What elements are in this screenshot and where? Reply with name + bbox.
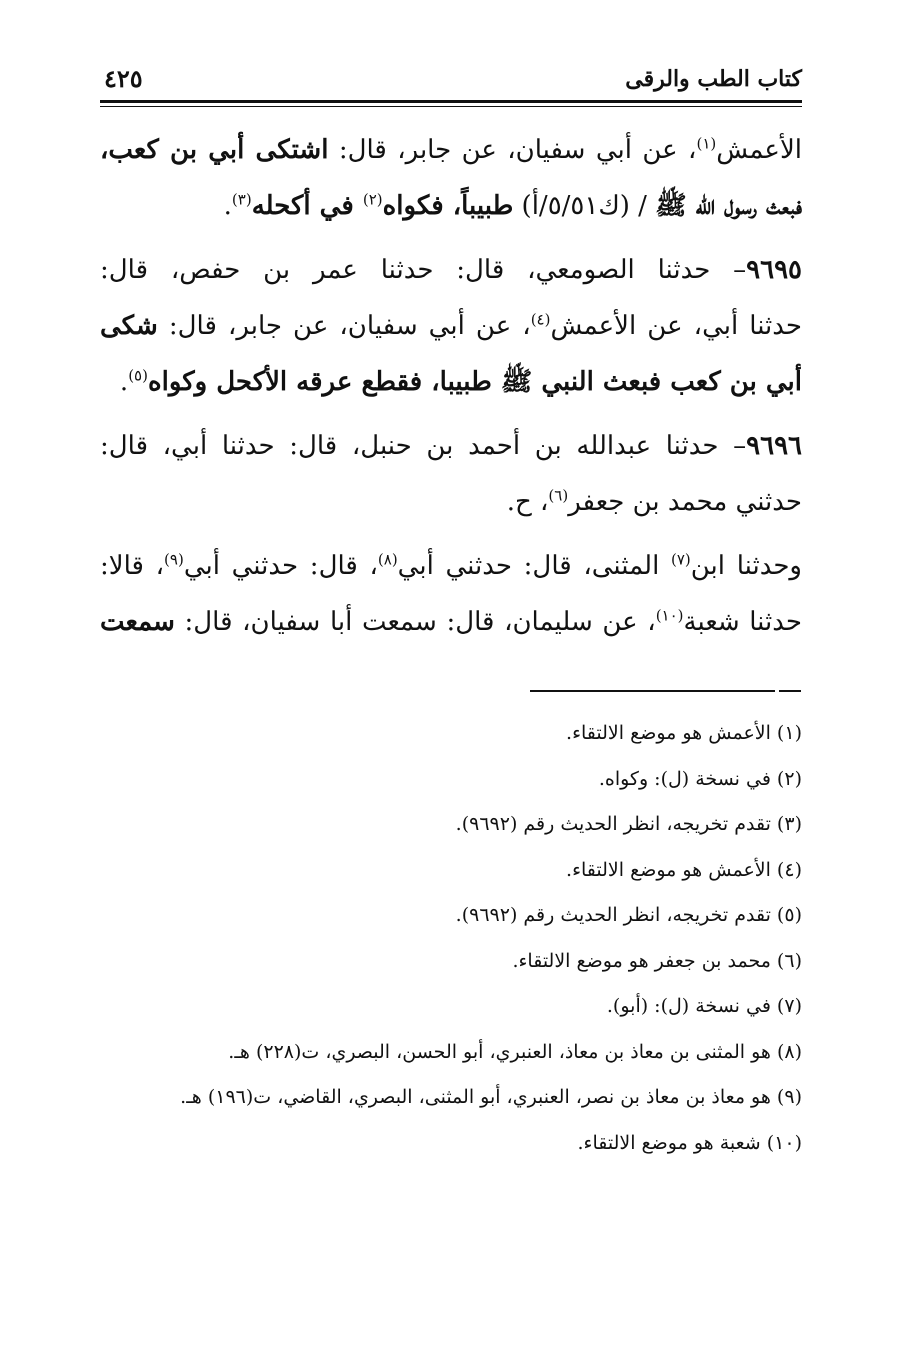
hadith-number: ٩٦٩٥ — [746, 255, 802, 285]
footnote-separator-short — [779, 690, 801, 692]
footnote: (٦) محمد بن جعفر هو موضع الالتقاء. — [512, 949, 802, 972]
hadith-line: ٩٦٩٦– حدثنا عبدالله بن أحمد بن حنبل، قال: حدثنا أبي، قال: — [100, 431, 802, 461]
footnote-ref: (٦) — [548, 486, 569, 505]
text-line: حدثنا أبي، عن الأعمش$^{(٤)}$، عن أبي سفيان، عن جابر، قال: شكى — [100, 310, 803, 341]
footnote-ref: (١) — [696, 134, 717, 153]
footnote-ref: (١٠) — [655, 606, 684, 625]
main-text — [100, 122, 802, 650]
footnote: (٧) في نسخة (ل): (أبو). — [606, 995, 802, 1017]
header-rule-thin — [100, 106, 802, 107]
footnote-ref: (٧) — [670, 550, 691, 569]
footnote: (١) الأعمش هو موضع الالتقاء. — [566, 722, 802, 744]
footnote: (٥) تقدم تخريجه، انظر الحديث رقم (٩٦٩٢). — [455, 904, 802, 926]
footnote: (٤) الأعمش هو موضع الالتقاء. — [566, 858, 802, 881]
footnote-ref: (٣) — [231, 190, 252, 209]
footnote-ref: (٢) — [362, 190, 383, 209]
hadith-number: ٩٦٩٦ — [746, 431, 802, 461]
footnote-ref: (٤) — [530, 310, 551, 329]
running-header — [100, 62, 802, 100]
page-number: ٤٢٥ — [104, 64, 143, 93]
text-line: وحدثنا ابن$^{(٧)}$ المثنى، قال: حدثني أبي$^{(٨)}$، قال: حدثني أبي$^{(٩)}$، قالا: — [100, 550, 802, 581]
text-line: فبعث رسول الله ﷺ / (ك٥/٥١/أ) طبيباً، فكواه$^{(٢)}$ في أكحله$^{(٣)}$. — [223, 190, 802, 221]
header-title: كتاب الطب والرقى — [625, 66, 802, 92]
text-line: الأعمش$^{(١)}$، عن أبي سفيان، عن جابر، قال: اشتكى أبي بن كعب، — [100, 134, 802, 165]
footnote-ref: (٨) — [377, 550, 398, 569]
hadith-line: ٩٦٩٥– حدثنا الصومعي، قال: حدثنا عمر بن حفص، قال: — [100, 255, 802, 285]
footnote-ref: (٩) — [164, 550, 184, 569]
footnote-separator — [530, 690, 775, 692]
footnote: (٣) تقدم تخريجه، انظر الحديث رقم (٩٦٩٢). — [455, 813, 802, 835]
footnotes — [100, 718, 802, 1173]
text-line: حدثنا شعبة$^{(١٠)}$، عن سليمان، قال: سمعت أبا سفيان، قال: سمعت — [100, 606, 802, 637]
text-line: حدثني محمد بن جعفر$^{(٦)}$، ح. — [506, 486, 802, 517]
text-line: أبي بن كعب فبعث النبي ﷺ طبيبا، فقطع عرقه الأكحل وكواه$^{(٥)}$. — [119, 366, 802, 397]
footnote: (١٠) شعبة هو موضع الالتقاء. — [577, 1131, 802, 1154]
footnote: (٩) هو معاذ بن معاذ بن نصر، العنبري، أبو المثنى، البصري، القاضي، ت(١٩٦) هـ. — [180, 1086, 802, 1108]
footnote-ref: (٥) — [128, 366, 148, 385]
footnote: (٨) هو المثنى بن معاذ بن معاذ، العنبري، أبو الحسن، البصري، ت(٢٢٨) هـ. — [228, 1040, 802, 1063]
header-rule-thick — [100, 100, 802, 103]
footnote: (٢) في نسخة (ل): وكواه. — [598, 767, 802, 790]
